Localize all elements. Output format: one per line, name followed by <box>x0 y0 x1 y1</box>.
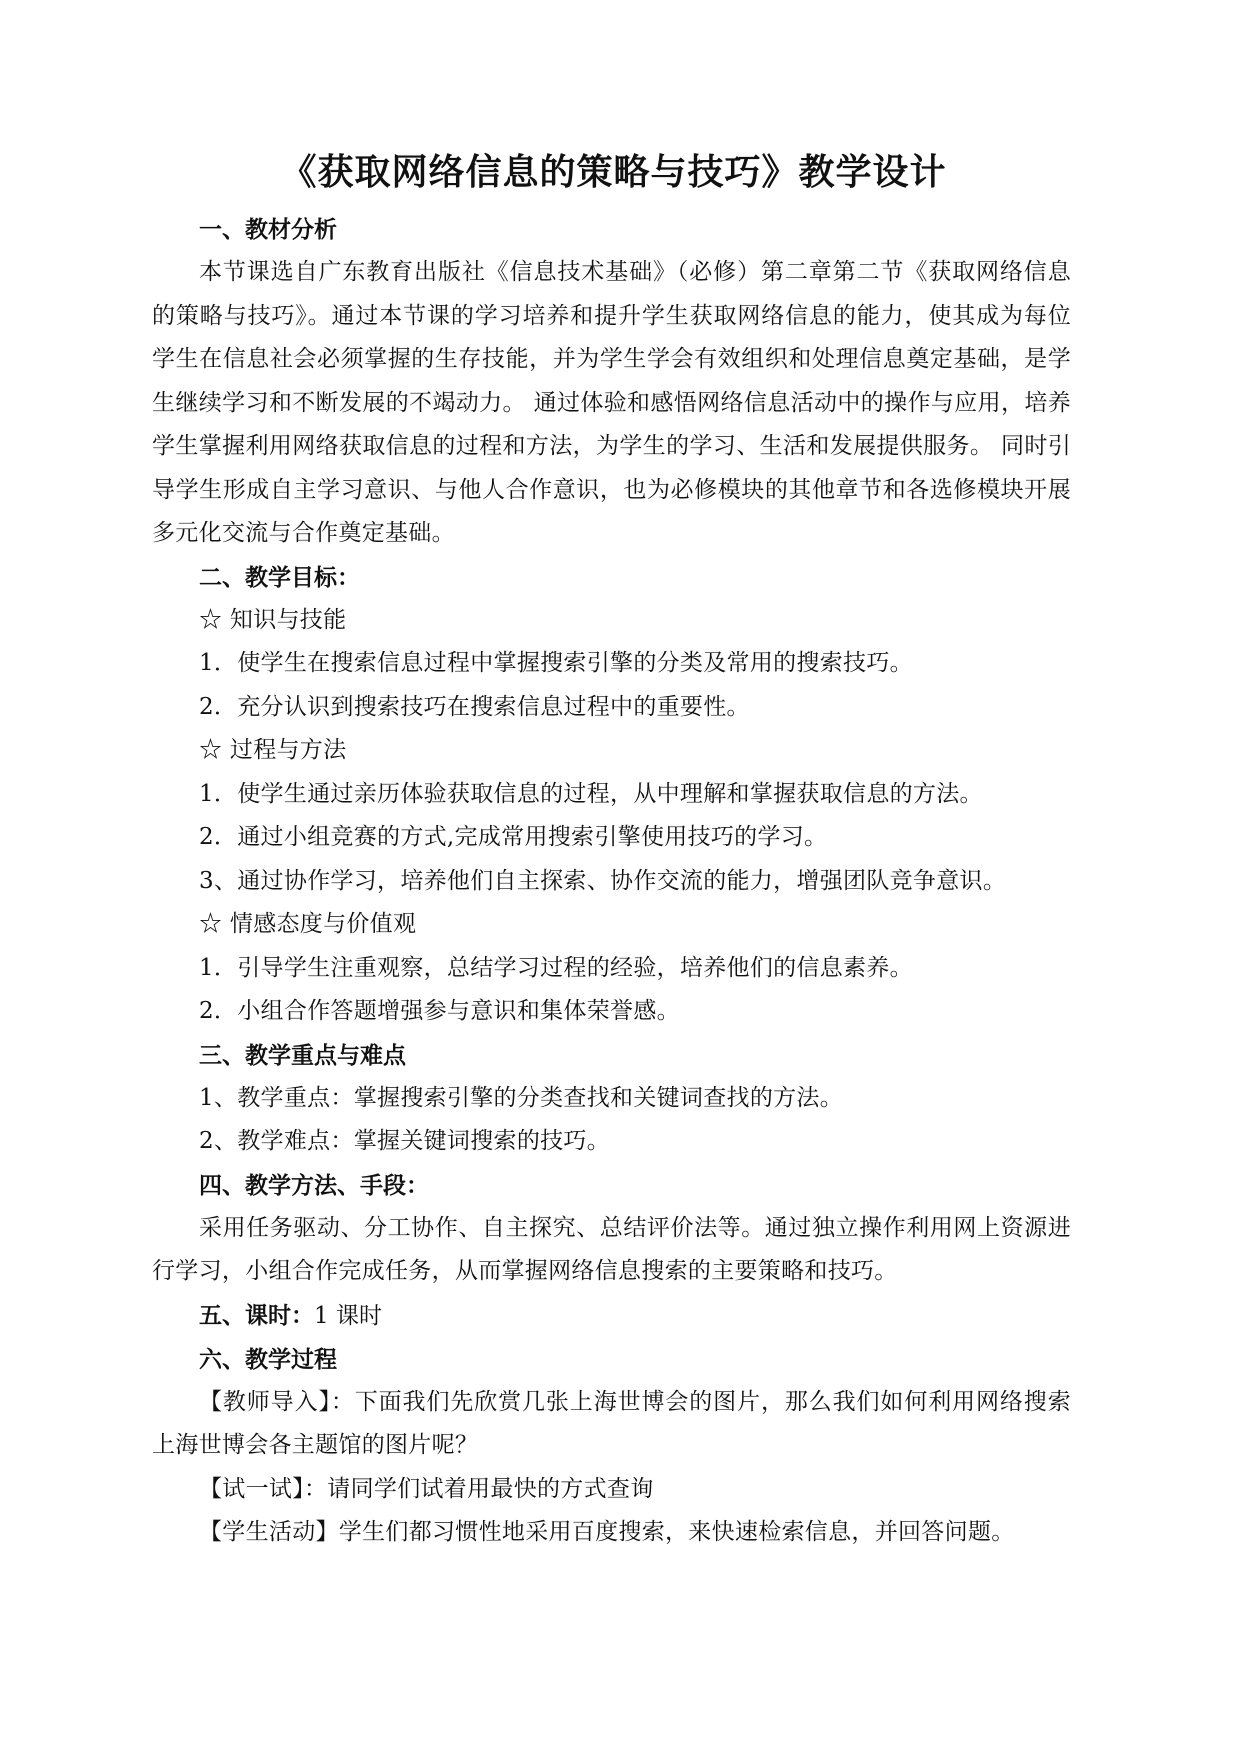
section-heading-1: 一、教材分析 <box>199 216 337 243</box>
section-heading-2: 二、教学目标： <box>199 563 360 591</box>
teacher-intro-paragraph: 【教师导入】：下面我们先欣赏几张上海世博会的图片，那么我们如何利用网络搜索上海世博会各主题馆的图片呢？ <box>152 1388 1071 1458</box>
key-point-item: 1、教学重点：掌握搜索引擎的分类查找和关键词查找的方法。 <box>199 1084 844 1111</box>
difficulty-item: 2、教学难点：掌握关键词搜索的技巧。 <box>199 1128 611 1154</box>
section-heading-6: 六、教学过程 <box>199 1345 337 1373</box>
document-title: 《获取网络信息的策略与技巧》教学设计 <box>280 151 947 193</box>
try-it-paragraph: 【试一试】：请同学们试着用最快的方式查询 <box>199 1475 654 1502</box>
goal-item: 2．充分认识到搜索技巧在搜索信息过程中的重要性。 <box>199 693 750 720</box>
goal-item: 1．使学生通过亲历体验获取信息的过程，从中理解和掌握获取信息的方法。 <box>199 780 983 807</box>
goal-item: 1．使学生在搜索信息过程中掌握搜索引擎的分类及常用的搜索技巧。 <box>199 650 913 676</box>
section-5-label: 五、课时： <box>199 1301 314 1329</box>
section-heading-3: 三、教学重点与难点 <box>199 1041 406 1069</box>
goal-item: 2．小组合作答题增强参与意识和集体荣誉感。 <box>199 998 680 1024</box>
section-1-paragraph: 本节课选自广东教育出版社《信息技术基础》（必修）第二章第二节《获取网络信息的策略与技巧》。通过本节课的学习培养和提升学生获取网络信息的能力，使其成为每位学生在信息社会必须掌握的生存技能，并为学生学会有效组织和处理信息奠定基础，是学生继续学习和不断发展的不竭动力。 通过体验和感悟网络信息活动中的操作与应用，培养学生掌握利用网络获取信息的过程和方法，为学生的学习、生活和发展提供服务。 同时引导学生形成自主学习意识、与他人合作意识，也为必修模块的其他章节和各选修模块开展多元化交流与合作奠定基础。 <box>152 259 1071 546</box>
class-hours-value: 1 课时 <box>314 1302 382 1329</box>
goal-item: 2．通过小组竞赛的方式,完成常用搜索引擎使用技巧的学习。 <box>199 824 828 850</box>
goal-group-knowledge: ☆ 知识与技能 <box>199 606 347 633</box>
goal-item: 3、通过协作学习，培养他们自主探索、协作交流的能力，增强团队竞争意识。 <box>199 867 1007 894</box>
goal-group-process: ☆ 过程与方法 <box>199 737 347 763</box>
section-heading-4: 四、教学方法、手段： <box>199 1171 429 1199</box>
section-heading-5 <box>152 1294 1071 1338</box>
goal-group-attitude: ☆ 情感态度与价值观 <box>199 911 417 937</box>
student-activity-paragraph: 【学生活动】学生们都习惯性地采用百度搜索，来快速检索信息，并回答问题。 <box>199 1519 1015 1545</box>
section-4-paragraph: 采用任务驱动、分工协作、自主探究、总结评价法等。通过独立操作利用网上资源进行学习，小组合作完成任务，从而掌握网络信息搜索的主要策略和技巧。 <box>152 1214 1071 1284</box>
goal-item: 1．引导学生注重观察，总结学习过程的经验，培养他们的信息素养。 <box>199 954 913 981</box>
